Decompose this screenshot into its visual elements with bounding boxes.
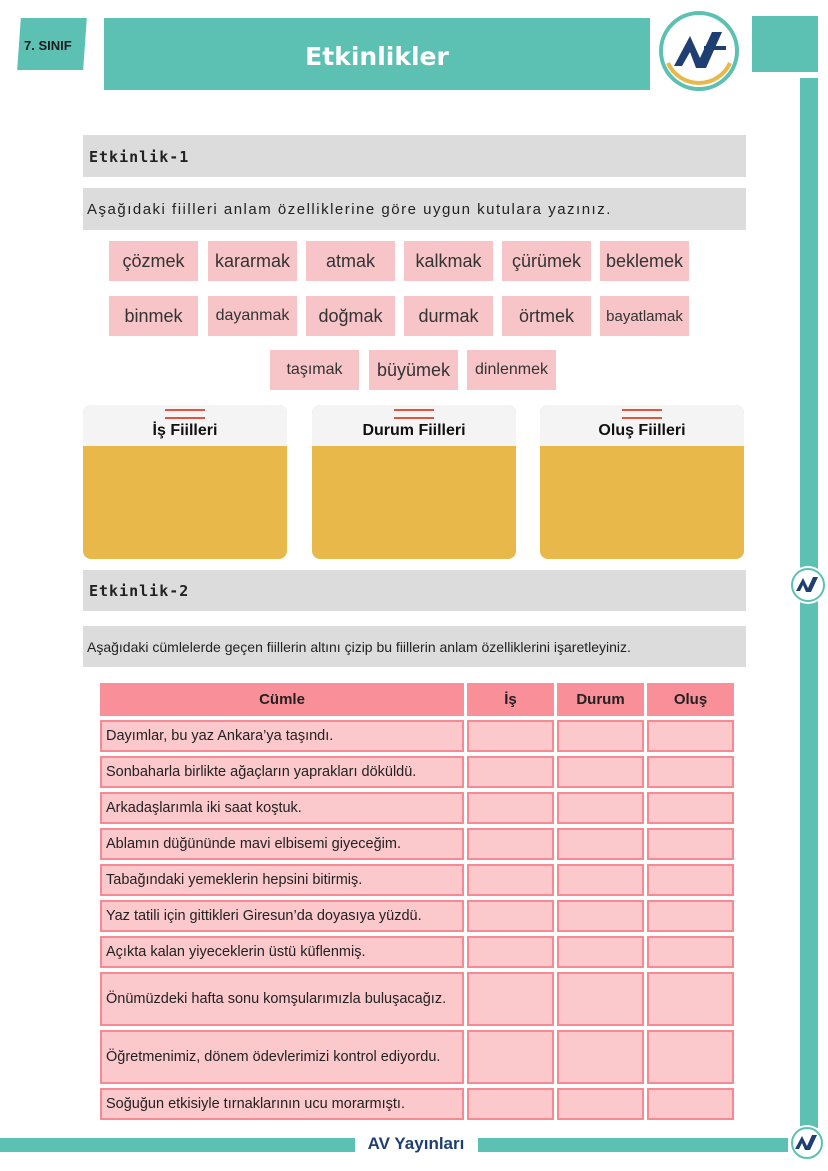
process-checkbox[interactable] bbox=[647, 828, 734, 860]
table-row bbox=[100, 972, 734, 1026]
action-checkbox[interactable] bbox=[467, 1088, 554, 1120]
state-verbs-box[interactable] bbox=[312, 405, 516, 559]
table-row bbox=[100, 900, 734, 932]
process-checkbox[interactable] bbox=[647, 900, 734, 932]
action-checkbox[interactable] bbox=[467, 972, 554, 1026]
activity1-title: Etkinlik-1 bbox=[89, 148, 190, 166]
verb-table bbox=[97, 679, 737, 1124]
col-header-action: İş bbox=[467, 683, 554, 716]
state-checkbox[interactable] bbox=[557, 972, 644, 1026]
process-verbs-box[interactable] bbox=[540, 405, 744, 559]
action-checkbox[interactable] bbox=[467, 864, 554, 896]
process-checkbox[interactable] bbox=[647, 1030, 734, 1084]
col-header-sentence: Cümle bbox=[100, 683, 464, 716]
table-row bbox=[100, 720, 734, 752]
activity2-title-band bbox=[83, 570, 746, 611]
action-checkbox[interactable] bbox=[467, 756, 554, 788]
state-checkbox[interactable] bbox=[557, 720, 644, 752]
process-checkbox[interactable] bbox=[647, 1088, 734, 1120]
sentence-cell: Dayımlar, bu yaz Ankara’ya taşındı. bbox=[100, 720, 464, 752]
activity1-title-band bbox=[83, 135, 746, 177]
sentence-cell: Sonbaharla birlikte ağaçların yaprakları döküldü. bbox=[100, 756, 464, 788]
col-header-state: Durum bbox=[557, 683, 644, 716]
decor-lines-icon bbox=[165, 409, 205, 419]
word-chip: dinlenmek bbox=[467, 350, 556, 390]
process-checkbox[interactable] bbox=[647, 756, 734, 788]
sentence-cell: Yaz tatili için gittikleri Giresun’da doyasıya yüzdü. bbox=[100, 900, 464, 932]
state-checkbox[interactable] bbox=[557, 828, 644, 860]
sentence-cell: Önümüzdeki hafta sonu komşularımızla buluşacağız. bbox=[100, 972, 464, 1026]
decor-lines-icon bbox=[394, 409, 434, 419]
box-title: Oluş Fiilleri bbox=[598, 422, 686, 439]
word-chip: kalkmak bbox=[404, 241, 493, 281]
activity2-title: Etkinlik-2 bbox=[89, 582, 190, 600]
word-chip: taşımak bbox=[270, 350, 359, 390]
process-checkbox[interactable] bbox=[647, 792, 734, 824]
footer-line-right bbox=[478, 1138, 788, 1152]
process-checkbox[interactable] bbox=[647, 972, 734, 1026]
state-checkbox[interactable] bbox=[557, 864, 644, 896]
corner-block bbox=[752, 16, 818, 72]
word-chip: doğmak bbox=[306, 296, 395, 336]
action-checkbox[interactable] bbox=[467, 936, 554, 968]
publisher-name: AV Yayınları bbox=[367, 1134, 465, 1153]
sentence-cell: Soğuğun etkisiyle tırnaklarının ucu morarmıştı. bbox=[100, 1088, 464, 1120]
decor-lines-icon bbox=[622, 409, 662, 419]
process-checkbox[interactable] bbox=[647, 720, 734, 752]
table-row bbox=[100, 756, 734, 788]
action-checkbox[interactable] bbox=[467, 900, 554, 932]
word-chip: durmak bbox=[404, 296, 493, 336]
word-chip: büyümek bbox=[369, 350, 458, 390]
title-bar bbox=[104, 18, 650, 90]
word-chip: örtmek bbox=[502, 296, 591, 336]
word-chip: binmek bbox=[109, 296, 198, 336]
footer-line-left bbox=[0, 1138, 355, 1152]
col-header-process: Oluş bbox=[647, 683, 734, 716]
process-checkbox[interactable] bbox=[647, 936, 734, 968]
box-title: İş Fiilleri bbox=[152, 422, 218, 439]
activity2-instruction: Aşağıdaki cümlelerde geçen fiillerin altını çizip bu fiillerin anlam özelliklerini işaretleyiniz. bbox=[87, 639, 631, 655]
table-row bbox=[100, 864, 734, 896]
action-checkbox[interactable] bbox=[467, 828, 554, 860]
sentence-cell: Ablamın düğününde mavi elbisemi giyeceğim. bbox=[100, 828, 464, 860]
table-row bbox=[100, 1030, 734, 1084]
action-verbs-box[interactable] bbox=[83, 405, 287, 559]
grade-label: 7. SINIF bbox=[24, 38, 72, 53]
word-chip: kararmak bbox=[208, 241, 297, 281]
av-side-logo-icon bbox=[789, 566, 827, 604]
activity1-instruction: Aşağıdaki fiilleri anlam özelliklerine göre uygun kutulara yazınız. bbox=[87, 201, 612, 218]
activity2-instruction-band bbox=[83, 626, 746, 667]
action-checkbox[interactable] bbox=[467, 720, 554, 752]
word-chip: atmak bbox=[306, 241, 395, 281]
state-checkbox[interactable] bbox=[557, 792, 644, 824]
state-checkbox[interactable] bbox=[557, 756, 644, 788]
av-logo-icon bbox=[656, 8, 742, 94]
table-row bbox=[100, 1088, 734, 1120]
word-chip: çürümek bbox=[502, 241, 591, 281]
box-title: Durum Fiilleri bbox=[362, 422, 466, 439]
table-row bbox=[100, 936, 734, 968]
state-checkbox[interactable] bbox=[557, 900, 644, 932]
word-chip: dayanmak bbox=[208, 296, 297, 336]
word-chip: çözmek bbox=[109, 241, 198, 281]
sentence-cell: Tabağındaki yemeklerin hepsini bitirmiş. bbox=[100, 864, 464, 896]
sentence-cell: Açıkta kalan yiyeceklerin üstü küflenmiş. bbox=[100, 936, 464, 968]
sentence-cell: Öğretmenimiz, dönem ödevlerimizi kontrol ediyordu. bbox=[100, 1030, 464, 1084]
action-checkbox[interactable] bbox=[467, 1030, 554, 1084]
av-footer-logo-icon bbox=[789, 1125, 825, 1161]
state-checkbox[interactable] bbox=[557, 1030, 644, 1084]
word-chip: beklemek bbox=[600, 241, 689, 281]
word-chip: bayatlamak bbox=[600, 296, 689, 336]
state-checkbox[interactable] bbox=[557, 936, 644, 968]
process-checkbox[interactable] bbox=[647, 864, 734, 896]
table-header-row bbox=[100, 683, 734, 716]
action-checkbox[interactable] bbox=[467, 792, 554, 824]
table-row bbox=[100, 828, 734, 860]
page-title: Etkinlikler bbox=[305, 42, 449, 71]
sentence-cell: Arkadaşlarımla iki saat koştuk. bbox=[100, 792, 464, 824]
table-row bbox=[100, 792, 734, 824]
activity1-instruction-band bbox=[83, 188, 746, 230]
state-checkbox[interactable] bbox=[557, 1088, 644, 1120]
